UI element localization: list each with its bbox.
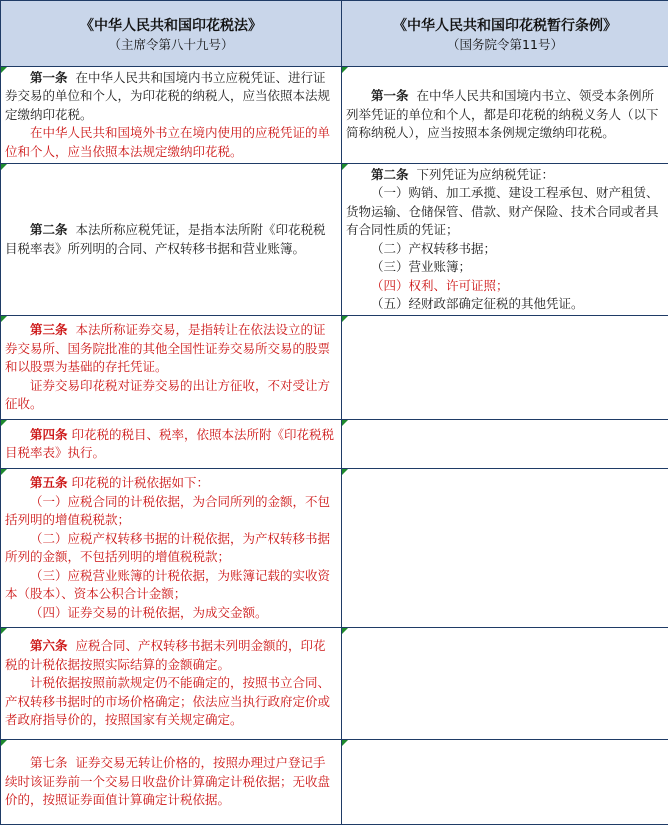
left-header-title: 《中华人民共和国印花税法》 xyxy=(5,16,337,36)
article-number: 第六条 xyxy=(30,638,68,653)
right-column-header xyxy=(342,1,668,67)
law-paragraph xyxy=(5,69,337,125)
table-row xyxy=(1,316,668,420)
article-number: 第二条 xyxy=(30,222,68,237)
left-column-header xyxy=(1,1,342,67)
regulation-empty-cell xyxy=(342,420,668,469)
article-text: 本法所称证券交易，是指转让在依法设立的证券交易所、国务院批准的其他全国性证券交易所交易的股票和以股票为基础的存托凭证。 xyxy=(5,322,330,374)
table-row xyxy=(1,420,668,469)
law-paragraph-new xyxy=(5,474,337,493)
law-article-cell xyxy=(1,740,342,825)
regulation-empty-cell xyxy=(342,740,668,825)
table-row xyxy=(1,628,668,740)
law-paragraph-new xyxy=(5,321,337,377)
regulation-article-cell xyxy=(342,67,668,164)
regulation-paragraph xyxy=(346,87,664,143)
article-number: 第三条 xyxy=(30,322,68,337)
law-paragraph xyxy=(5,221,337,258)
law-article-cell xyxy=(1,420,342,469)
law-article-cell xyxy=(1,67,342,164)
regulation-item: （五）经财政部确定征税的其他凭证。 xyxy=(346,295,664,314)
regulation-empty-cell xyxy=(342,628,668,740)
article-text: 本法所称应税凭证，是指本法所附《印花税税目税率表》所列明的合同、产权转移书据和营业账簿。 xyxy=(5,222,325,256)
law-article-cell xyxy=(1,628,342,740)
table-header-row xyxy=(1,1,668,67)
left-header-subtitle: （主席令第八十九号） xyxy=(5,36,337,54)
law-item: （二）应税产权转移书据的计税依据，为产权转移书据所列的金额，不包括列明的增值税税款； xyxy=(5,530,337,567)
law-item: （四）证券交易的计税依据，为成交金额。 xyxy=(5,604,337,623)
article-number: 第七条 xyxy=(30,755,68,770)
article-text: 下列凭证为应纳税凭证： xyxy=(416,167,554,182)
article-text: 印花税的税目、税率，依照本法所附《印花税税目税率表》执行。 xyxy=(5,427,334,461)
table-row xyxy=(1,67,668,164)
regulation-item-removed: （四）权利、许可证照； xyxy=(346,277,664,296)
law-item: （三）应税营业账簿的计税依据，为账簿记载的实收资本（股本）、资本公积合计金额； xyxy=(5,567,337,604)
law-article-cell xyxy=(1,469,342,628)
law-article-cell xyxy=(1,164,342,316)
article-number: 第一条 xyxy=(371,88,409,103)
regulation-empty-cell xyxy=(342,316,668,420)
law-paragraph-new xyxy=(5,124,337,161)
law-paragraph-new xyxy=(5,426,337,463)
regulation-article-cell xyxy=(342,164,668,316)
right-header-title: 《中华人民共和国印花税暂行条例》 xyxy=(346,16,664,36)
law-paragraph-new xyxy=(5,637,337,674)
law-item: （一）应税合同的计税依据，为合同所列的金额，不包括列明的增值税税款； xyxy=(5,493,337,530)
table-row xyxy=(1,740,668,825)
article-number: 第一条 xyxy=(30,70,68,85)
law-paragraph-new xyxy=(5,377,337,414)
table-row xyxy=(1,164,668,316)
article-text: 在中华人民共和国境内书立应税凭证、进行证券交易的单位和个人，为印花税的纳税人，应当依照本法规定缴纳印花税。 xyxy=(5,70,330,122)
regulation-item: （二）产权转移书据； xyxy=(346,240,664,259)
article-text: 应税合同、产权转移书据未列明金额的，印花税的计税依据按照实际结算的金额确定。 xyxy=(5,638,325,672)
law-paragraph-new xyxy=(5,674,337,730)
article-number: 第五条 xyxy=(30,475,68,490)
article-text: 在中华人民共和国境外书立在境内使用的应税凭证的单位和个人，应当依照本法规定缴纳印花税。 xyxy=(5,125,330,159)
article-text: 证券交易无转让价格的，按照办理过户登记手续时该证券前一个交易日收盘价计算确定计税依据；无收盘价的，按照证券面值计算确定计税依据。 xyxy=(5,755,330,807)
right-header-subtitle: （国务院令第11号） xyxy=(346,36,664,54)
regulation-paragraph xyxy=(346,166,664,185)
article-number: 第二条 xyxy=(371,167,409,182)
law-article-cell xyxy=(1,316,342,420)
article-text: 印花税的计税依据如下： xyxy=(72,475,210,490)
article-text: 证券交易印花税对证券交易的出让方征收，不对受让方征收。 xyxy=(5,378,330,412)
regulation-empty-cell xyxy=(342,469,668,628)
article-text: 计税依据按照前款规定仍不能确定的，按照书立合同、产权转移书据时的市场价格确定；依法应当执行政府定价或者政府指导价的，按照国家有关规定确定。 xyxy=(5,675,330,727)
regulation-item: （三）营业账簿； xyxy=(346,258,664,277)
article-text: 在中华人民共和国境内书立、领受本条例所列举凭证的单位和个人，都是印花税的纳税义务人（以下简称纳税人），应当按照本条例规定缴纳印花税。 xyxy=(346,88,659,140)
regulation-item: （一）购销、加工承揽、建设工程承包、财产租赁、货物运输、仓储保管、借款、财产保险、技术合同或者具有合同性质的凭证； xyxy=(346,184,664,240)
law-paragraph-new xyxy=(5,754,337,810)
article-number: 第四条 xyxy=(30,427,68,442)
table-row xyxy=(1,469,668,628)
